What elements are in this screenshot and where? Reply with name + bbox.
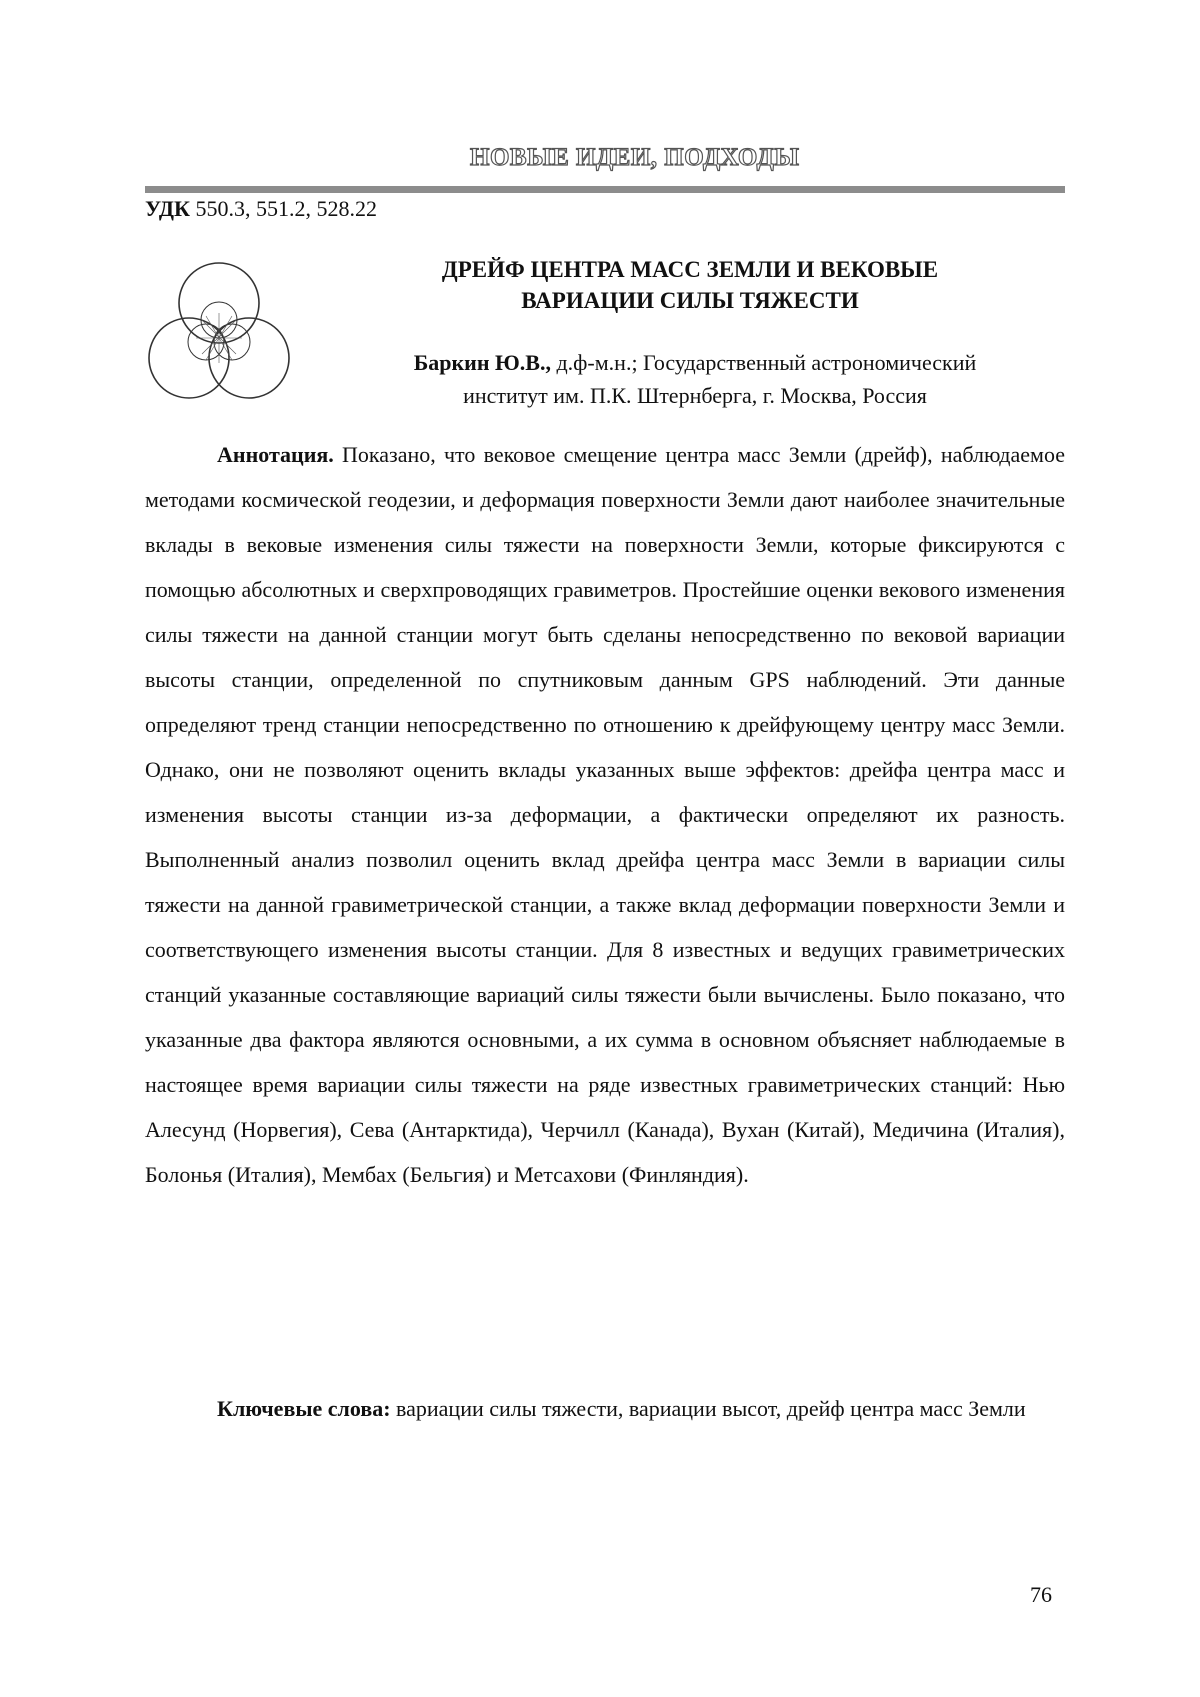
author-block [330,346,1060,412]
udk-codes: 550.3, 551.2, 528.22 [190,196,377,221]
article-title-line-2: ВАРИАЦИИ СИЛЫ ТЯЖЕСТИ [360,285,1020,316]
article-title-line-1: ДРЕЙФ ЦЕНТРА МАСС ЗЕМЛИ И ВЕКОВЫЕ [360,254,1020,285]
udk-label: УДК [145,196,190,221]
author-affiliation-1: д.ф-м.н.; Государственный астрономический [551,350,976,375]
section-header: НОВЫЕ ИДЕИ, ПОДХОДЫ [470,144,810,172]
abstract-text: Показано, что вековое смещение центра масс Земли (дрейф), наблюдаемое методами космической геодезии, и деформация поверхности Земли дают наиболее значительные вклады в вековые изменения силы тяжести на поверхности Земли, которые фиксируются с помощью абсолютных и сверхпроводящих гравиметров. Простейшие оценки векового изменения силы тяжести на данной станции могут быть сделаны непосредственно по вековой вариации высоты станции, определенной по спутниковым данным GPS наблюдений. Эти данные определяют тренд станции непосредственно по отношению к дрейфующему центру масс Земли. Однако, они не позволяют оценить вклады указанных выше эффектов: дрейфа центра масс и изменения высоты станции из-за деформации, а фактически определяют их разность. Выполненный анализ позволил оценить вклад дрейфа центра масс Земли в вариации силы тяжести на данной гравиметрической станции, а также вклад деформации поверхности Земли и соответствующего изменения высоты станции. Для 8 известных и ведущих гравиметрических станций указанные составляющие вариаций силы тяжести были вычислены. Было показано, что указанные два фактора являются основными, а их сумма в основном объясняет наблюдаемые в настоящее время вариации силы тяжести на ряде известных гравиметрических станций: Нью Алесунд (Норвегия), Сева (Антарктида), Черчилл (Канада), Вухан (Китай), Медичина (Италия), Болонья (Италия), Мембах (Бельгия) и Метсахови (Финляндия). [145,442,1065,1187]
keywords-label: Ключевые слова: [217,1396,391,1421]
logo-inner-circle-right [214,324,250,360]
page-number: 76 [1030,1582,1052,1608]
author-affiliation-2: институт им. П.К. Штернберга, г. Москва, Россия [330,379,1060,412]
header-rule [145,186,1065,193]
abstract [145,432,1065,1197]
article-title [360,254,1020,316]
keywords [145,1386,1065,1431]
three-intersecting-circles-icon [144,258,294,408]
author-line-1 [330,346,1060,379]
udk-line [145,196,377,222]
abstract-label: Аннотация. [217,442,334,467]
keywords-text: вариации силы тяжести, вариации высот, дрейф центра масс Земли [391,1396,1026,1421]
author-name: Баркин Ю.В., [414,350,551,375]
